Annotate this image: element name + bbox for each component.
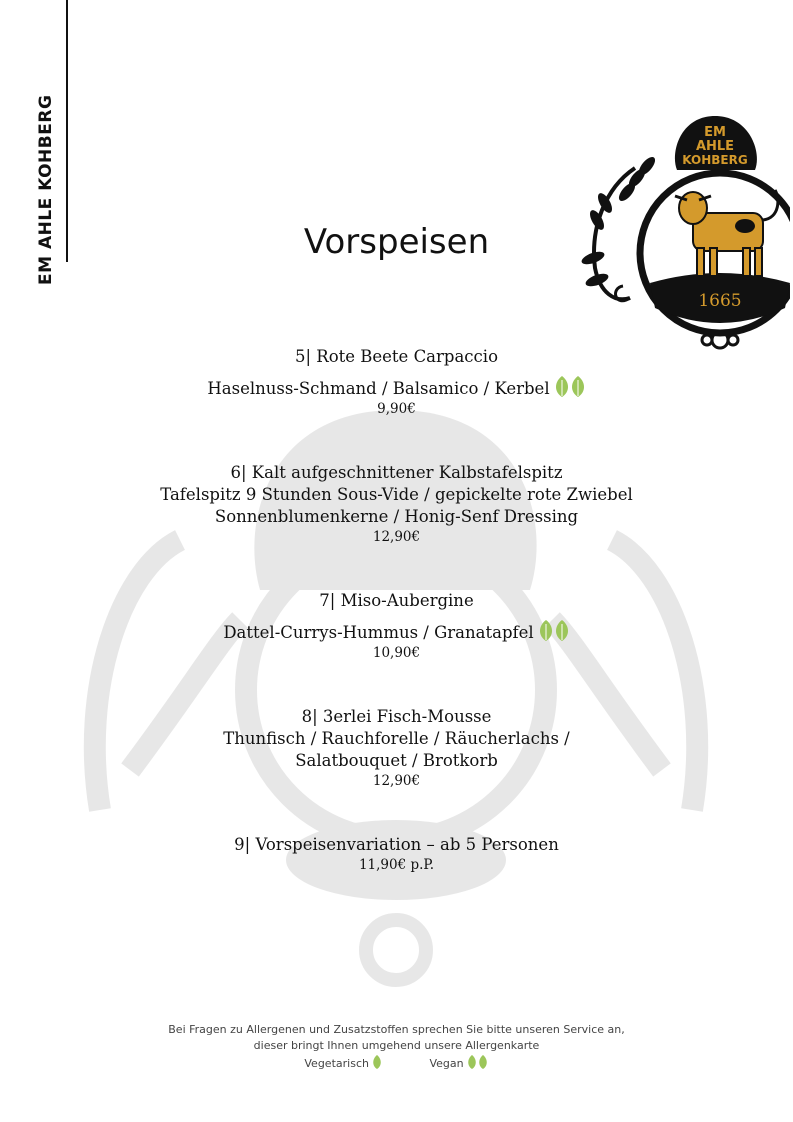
menu-item [0, 834, 793, 874]
menu-item-description: Sonnenblumenkerne / Honig-Senf Dressing [214, 507, 579, 526]
vegetarian-label: Vegetarisch [304, 1057, 369, 1070]
menu-item-heading: 7| Miso-Aubergine [319, 591, 474, 610]
menu-item [0, 706, 793, 790]
menu-item-description: Salatbouquet / Brotkorb [295, 751, 498, 770]
menu-item-heading: 5| Rote Beete Carpaccio [294, 347, 499, 366]
menu-item-description: Tafelspitz 9 Stunden Sous-Vide / gepickelte rote Zwiebel [160, 485, 633, 504]
menu-item-heading: 6| Kalt aufgeschnittener Kalbstafelspitz [230, 463, 563, 482]
menu-item-heading: 8| 3erlei Fisch-Mousse [301, 707, 492, 726]
allergen-footer [0, 1022, 793, 1072]
diet-legend [0, 1054, 793, 1072]
page-title: Vorspeisen [303, 222, 490, 262]
menu-item-price: 10,90€ [372, 645, 421, 661]
menu-item-heading: 9| Vorspeisenvariation – ab 5 Personen [234, 835, 559, 854]
menu-item [0, 590, 793, 662]
menu-item [0, 346, 793, 418]
menu-item [0, 462, 793, 546]
logo-year: 1665 [698, 291, 742, 311]
menu-item-price: 11,90€ p.P. [358, 857, 435, 873]
vegan-icon [538, 618, 570, 642]
vegan-label: Vegan [429, 1057, 464, 1070]
menu-item-description: Thunfisch / Rauchforelle / Räucherlachs / [223, 729, 570, 748]
double-leaf-icon [467, 1054, 489, 1070]
side-brand-text: EM AHLE KOHBERG [36, 94, 56, 285]
menu-item-description: Dattel-Currys-Hummus / Granatapfel [223, 623, 534, 642]
logo-text-em: EM [704, 125, 726, 140]
footer-note-line1: Bei Fragen zu Allergenen und Zusatzstoffen sprechen Sie bitte unseren Service an, [168, 1023, 625, 1036]
menu-item-price: 9,90€ [377, 401, 416, 417]
logo-text-kohberg: KOHBERG [682, 153, 748, 167]
menu-list [0, 346, 793, 874]
vegan-icon [554, 374, 586, 398]
leaf-icon [372, 1054, 382, 1070]
menu-item-price: 12,90€ [372, 773, 421, 789]
footer-note-line2: dieser bringt Ihnen umgehend unsere Allergenkarte [253, 1039, 540, 1052]
logo-text-ahle: AHLE [695, 139, 735, 154]
menu-item-description: Haselnuss-Schmand / Balsamico / Kerbel [207, 379, 550, 398]
menu-item-price: 12,90€ [372, 529, 421, 545]
